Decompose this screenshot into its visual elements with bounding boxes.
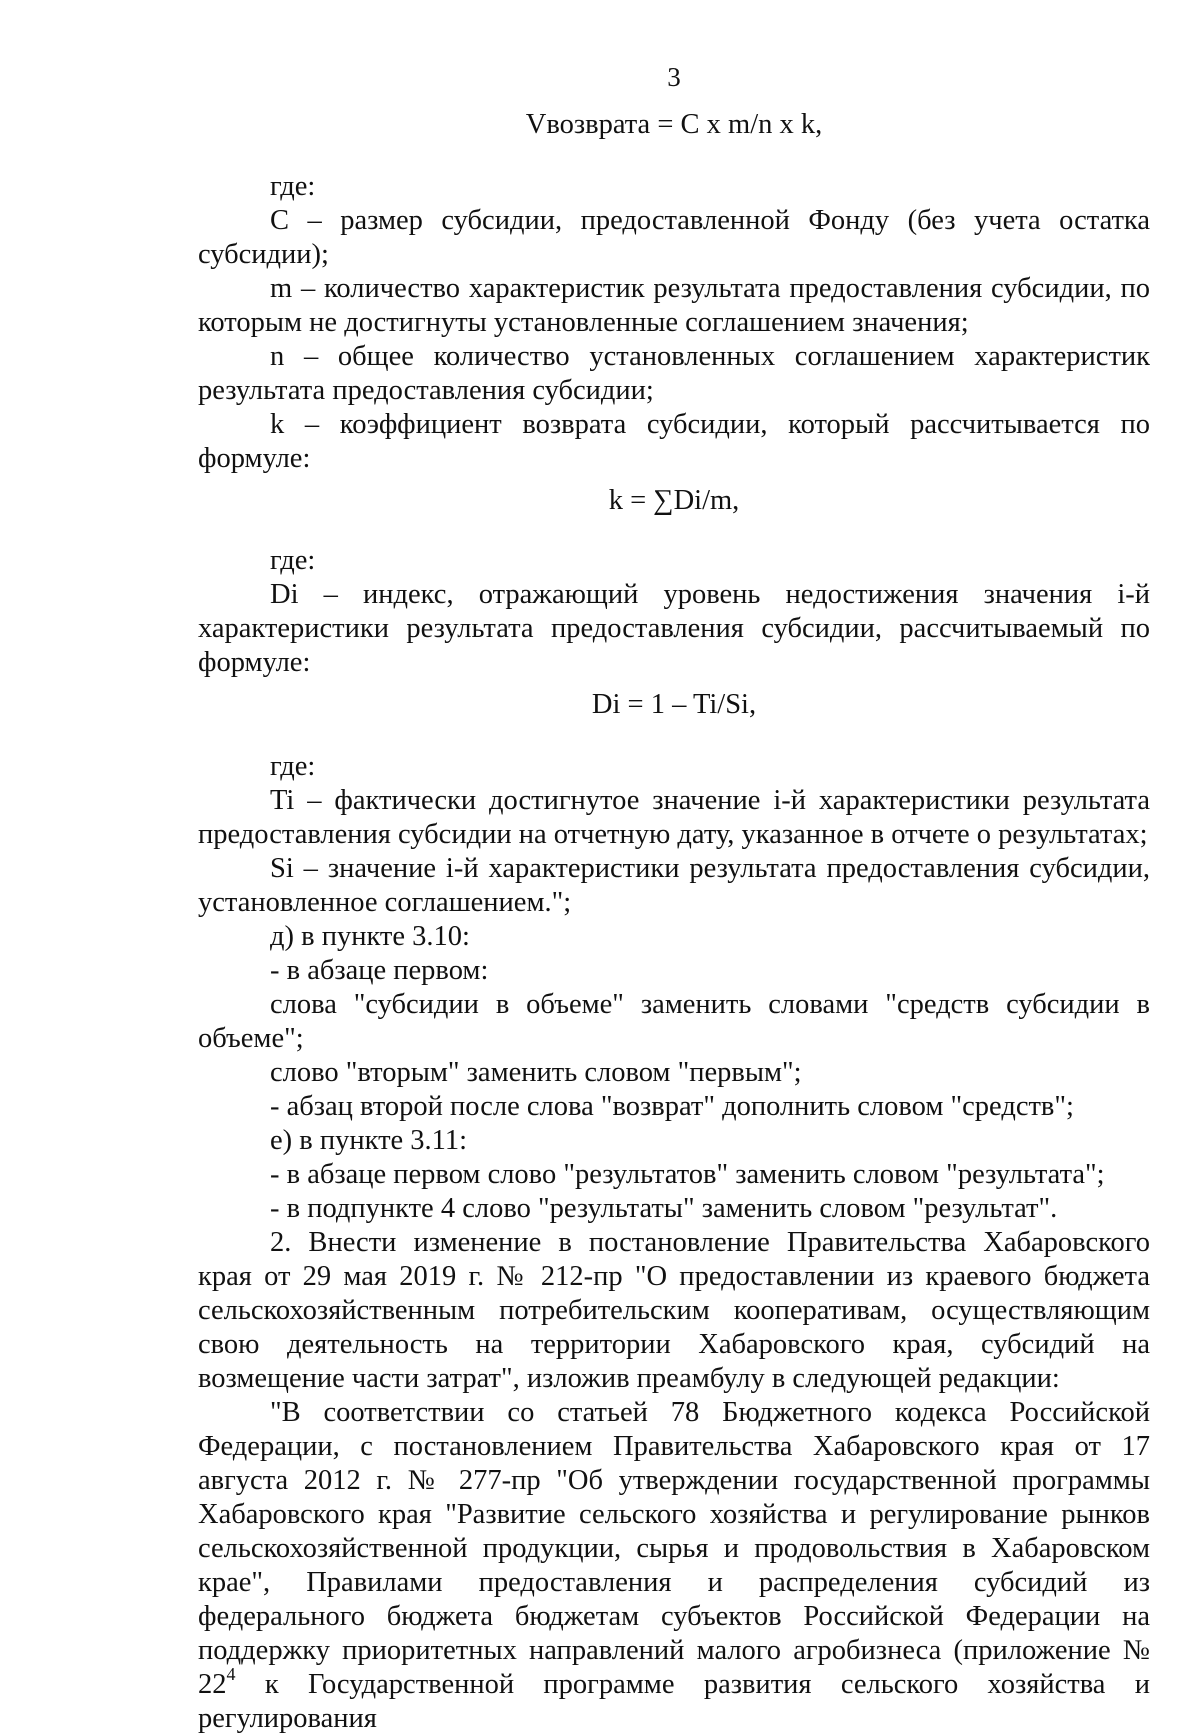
item-d-sub-1: - в абзаце первом: [270, 955, 489, 986]
definition-m: m – количество характеристик результата предоставления субсидии, по которым не достигнуты установленные соглашением значения; [198, 273, 1150, 338]
preamble-main: "В соответствии со статьей 78 Бюджетного кодекса Российской Федерации, с постановлением Правительства Хабаровского края от 17 августа 2012 г. № 277-пр "Об утверждении государственной программы Хабаровского края "Развитие сельского хозяйства и регулирование рынков сельскохозяйственной продукции, сырья и продовольствия в Хабаровском крае", Правилами предоставления и распределения субсидий из федерального бюджета бюджетам субъектов Российской Федерации на поддержку приоритетных направлений малого агробизнеса (приложение № 22 [198, 1397, 1150, 1700]
definition-k: k – коэффициент возврата субсидии, который рассчитывается по формуле: [198, 409, 1150, 474]
item-e-sub-2: - в подпункте 4 слово "результаты" заменить словом "результат". [270, 1193, 1058, 1224]
document-page [198, 0, 1150, 1734]
item-d-sub-3: слово "вторым" заменить словом "первым"; [270, 1057, 802, 1088]
item-d-sub-2: слова "субсидии в объеме" заменить словами "средств субсидии в объеме"; [198, 989, 1150, 1054]
definition-si: Si – значение i-й характеристики результата предоставления субсидии, установленное соглашением."; [198, 853, 1150, 918]
document-body [198, 108, 1150, 1736]
where-label: где: [270, 171, 316, 202]
item-e-sub-1: - в абзаце первом слово "результатов" заменить словом "результата"; [270, 1159, 1105, 1190]
page-number: 3 [667, 62, 681, 92]
definition-n: n – общее количество установленных соглашением характеристик результата предоставления субсидии; [198, 341, 1150, 406]
item-e: е) в пункте 3.11: [270, 1125, 468, 1156]
formula-k: k = ∑Di/m, [608, 485, 740, 516]
preamble-superscript: 4 [226, 1663, 236, 1684]
where-label: где: [270, 751, 316, 782]
item-2: 2. Внести изменение в постановление Правительства Хабаровского края от 29 мая 2019 г. № 212-пр "О предоставлении из краевого бюджета сельскохозяйственным потребительским кооперативам, осуществляющим свою деятельность на территории Хабаровского края, субсидий на возмещение части затрат", изложив преамбулу в следующей редакции: [198, 1227, 1150, 1394]
definition-ti: Ti – фактически достигнутое значение i-й характеристики результата предоставления субсидии на отчетную дату, указанное в отчете о результатах; [198, 785, 1150, 850]
definition-c: C – размер субсидии, предоставленной Фонду (без учета остатка субсидии); [198, 205, 1150, 270]
item-d: д) в пункте 3.10: [270, 921, 470, 952]
formula-v-return: Vвозврата = C x m/n x k, [525, 109, 823, 140]
where-label: где: [270, 545, 316, 576]
item-d-sub-4: - абзац второй после слова "возврат" дополнить словом "средств"; [270, 1091, 1074, 1122]
formula-di: Di = 1 – Ti/Si, [591, 689, 757, 720]
preamble-text [198, 1396, 1150, 1736]
definition-di: Di – индекс, отражающий уровень недостижения значения i-й характеристики результата предоставления субсидии, рассчитываемый по формуле: [198, 579, 1150, 678]
preamble-tail: к Государственной программе развития сельского хозяйства и регулирования [198, 1669, 1150, 1734]
